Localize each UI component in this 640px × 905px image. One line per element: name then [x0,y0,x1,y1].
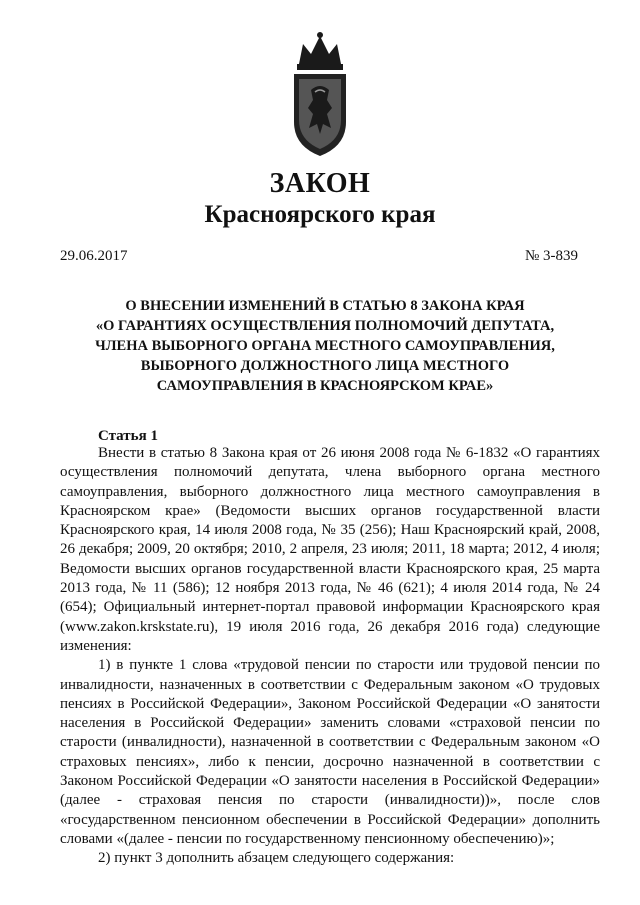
coat-of-arms-icon [285,30,355,158]
article-paragraph: Внести в статью 8 Закона края от 26 июня 2008 года № 6-1832 «О гарантиях осуществления полномочий депутата, члена выборного органа местного самоуправления, выборного должностного лица местного самоуправления в Красноярском крае» (Ведомости высших органов государственной власти Красноярского края, 14 июля 2008 года, № 35 (256); Наш Красноярский край, 2008, 26 декабря; 2009, 20 октября; 2010, 2 апреля, 23 июля; 2011, 18 марта; 2012, 4 июля; Ведомости высших органов государственной власти Красноярского края, 25 марта 2013 года, № 11 (586); 12 ноября 2013 года, № 46 (621); 4 июля 2014 года, № 24 (654); Официальный интернет-портал правовой информации Красноярского края (www.zakon.krskstate.ru), 19 июля 2016 года, 26 декабря 2016 года) следующие изменения: [60,445,600,654]
law-date: 29.06.2017 [60,248,128,264]
article-title: Статья 1 [98,428,158,444]
article-paragraph: 1) в пункте 1 слова «трудовой пенсии по старости или трудовой пенсии по инвалидности, назначенных в соответствии с Федеральным законом «О трудовых пенсиях в Российской Федерации», Законом Российской Федерации «О занятости населения в Российской Федерации» заменить словами «страховой пенсии по старости (инвалидности), назначенной в соответствии с Федеральным законом «О страховых пенсиях», либо к пенсии, досрочно назначенной в соответствии с Законом Российской Федерации «О занятости населения в Российской Федерации» (далее - страховая пенсия по старости (инвалидности))», после слов «государственном пенсионном обеспечении в Российской Федерации» дополнить словами «(далее - пенсии по государственному пенсионному обеспечению)»; [60,657,600,847]
heading-line: ЧЛЕНА ВЫБОРНОГО ОРГАНА МЕСТНОГО САМОУПРАВЛЕНИЯ, [95,338,555,354]
law-title: ЗАКОН [269,168,371,199]
heading-line: О ВНЕСЕНИИ ИЗМЕНЕНИЙ В СТАТЬЮ 8 ЗАКОНА КРАЯ [125,298,525,314]
region-title: Красноярского края [204,201,436,228]
article-body [60,444,600,869]
heading-line: САМОУПРАВЛЕНИЯ В КРАСНОЯРСКОМ КРАЕ» [156,378,494,394]
heading-line: ВЫБОРНОГО ДОЛЖНОСТНОГО ЛИЦА МЕСТНОГО [140,358,510,374]
law-number: № 3-839 [524,248,578,264]
law-heading [60,296,590,396]
heading-line: «О ГАРАНТИЯХ ОСУЩЕСТВЛЕНИЯ ПОЛНОМОЧИЙ ДЕПУТАТА, [95,318,555,334]
article-paragraph: 2) пункт 3 дополнить абзацем следующего содержания: [98,850,455,867]
